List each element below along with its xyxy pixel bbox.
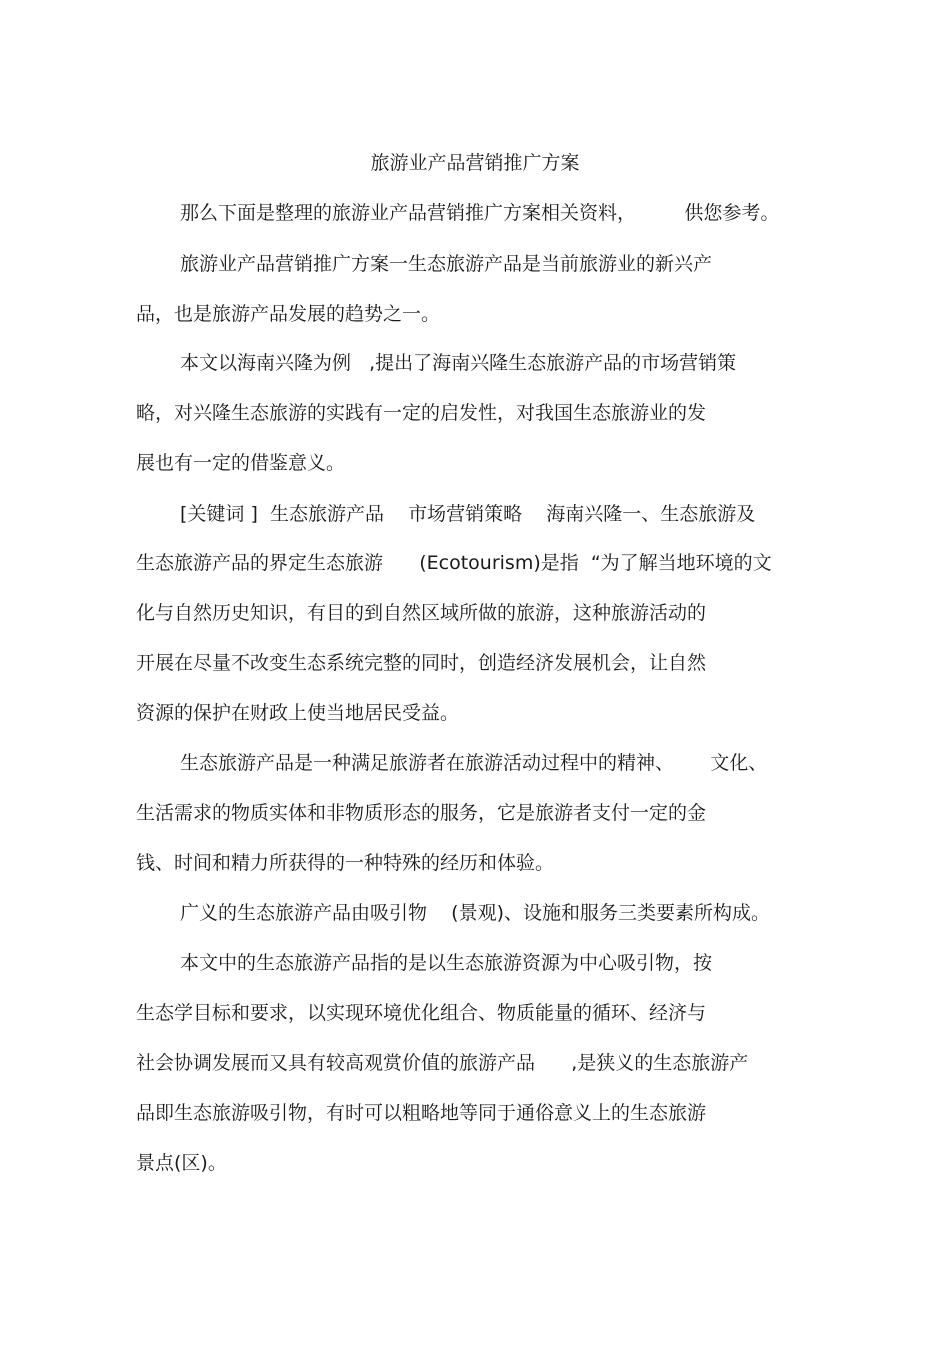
paragraph-line: 资源的保护在财政上使当地居民受益。	[136, 702, 460, 724]
paragraph-line: 品即生态旅游吸引物，有时可以粗略地等同于通俗意义上的生态旅游	[136, 1102, 707, 1124]
paragraph-line: 开展在尽量不改变生态系统完整的同时，创造经济发展机会，让自然	[136, 652, 707, 674]
paragraph-line: 那么下面是整理的旅游业产品营销推广方案相关资料， 供您参考。	[180, 202, 780, 224]
document-title: 旅游业产品营销推广方案	[370, 152, 580, 174]
paragraph-line: 略，对兴隆生态旅游的实践有一定的启发性，对我国生态旅游业的发	[136, 402, 707, 424]
paragraph-line: 生活需求的物质实体和非物质形态的服务，它是旅游者支付一定的金	[136, 802, 707, 824]
paragraph-line: 生态学目标和要求，以实现环境优化组合、物质能量的循环、经济与	[136, 1002, 707, 1024]
paragraph-line: 本文中的生态旅游产品指的是以生态旅游资源为中心吸引物，按	[180, 952, 713, 974]
paragraph-line: 钱、时间和精力所获得的一种特殊的经历和体验。	[136, 852, 555, 874]
paragraph-line: 旅游业产品营销推广方案一生态旅游产品是当前旅游业的新兴产	[180, 253, 713, 275]
paragraph-line: 社会协调发展而又具有较高观赏价值的旅游产品 ,是狭义的生态旅游产	[136, 1052, 749, 1074]
paragraph-line: 品，也是旅游产品发展的趋势之一。	[136, 303, 441, 325]
paragraph-line: 广义的生态旅游产品由吸引物 (景观)、设施和服务三类要素所构成。	[180, 902, 770, 924]
paragraph-line: 展也有一定的借鉴意义。	[136, 452, 346, 474]
paragraph-line: 景点(区)。	[136, 1152, 227, 1174]
paragraph-line: 化与自然历史知识，有目的到自然区域所做的旅游，这种旅游活动的	[136, 602, 707, 624]
paragraph-line: 生态旅游产品是一种满足旅游者在旅游活动过程中的精神、 文化、	[180, 752, 768, 774]
paragraph-line: [关键词 ] 生态旅游产品 市场营销策略 海南兴隆一、生态旅游及	[180, 503, 756, 525]
paragraph-line: 生态旅游产品的界定生态旅游 (Ecotourism)是指 “为了解当地环境的文	[136, 552, 772, 574]
paragraph-line: 本文以海南兴隆为例 ,提出了海南兴隆生态旅游产品的市场营销策	[180, 352, 737, 374]
